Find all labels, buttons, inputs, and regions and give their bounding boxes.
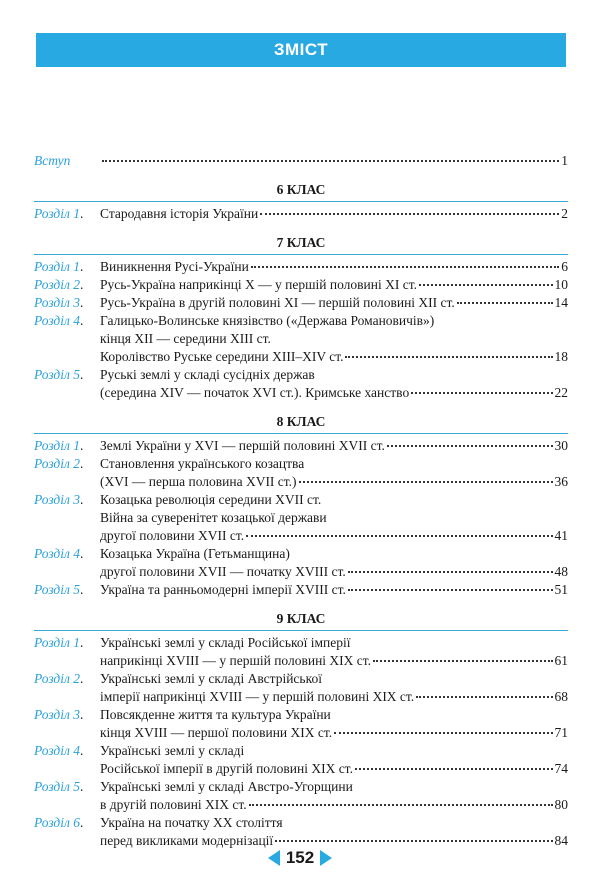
section-label: Розділ 5.	[34, 582, 84, 597]
section-label: Розділ 3.	[34, 492, 84, 507]
entry-title-line: Війна за суверенітет козацької держави	[100, 510, 327, 525]
entry-title-line: Повсякденне життя та культура України	[100, 707, 331, 722]
section-number: 1	[73, 259, 81, 274]
section-number: 1	[73, 438, 81, 453]
intro-label: Вступ	[34, 153, 71, 168]
entry-page-number: 6	[561, 259, 568, 274]
class-heading: 9 КЛАС	[34, 608, 568, 631]
toc-entry[interactable]	[34, 545, 568, 581]
leader-dots	[348, 589, 553, 591]
section-word: Розділ	[34, 456, 70, 471]
section-number: 1	[73, 206, 81, 221]
entry-title-line: Землі України у XVI — першій половині XVII ст.	[100, 438, 385, 453]
leader-dots	[411, 392, 552, 394]
toc-entry[interactable]	[34, 634, 568, 670]
entry-title-line: наприкінці XVIII — у першій половині XIX ст.	[100, 653, 372, 668]
section-label: Розділ 1.	[34, 259, 84, 274]
leader-dots	[348, 571, 553, 573]
section-number: 3	[73, 295, 81, 310]
section-label: Розділ 4.	[34, 546, 84, 561]
page-number: 152	[285, 848, 315, 867]
section-number: 3	[73, 492, 81, 507]
section-label: Розділ 1.	[34, 206, 84, 221]
header-banner	[36, 33, 566, 67]
section-word: Розділ	[34, 438, 70, 453]
section-number: 6	[73, 815, 81, 830]
leader-dots	[416, 696, 552, 698]
entry-title-line: в другій половині XIX ст.	[100, 797, 247, 812]
next-page-arrow-icon[interactable]	[320, 850, 332, 866]
toc-entry[interactable]	[34, 670, 568, 706]
entry-page-number: 61	[554, 653, 568, 668]
entry-title-line: кінця XVIII — першої половини XIX ст.	[100, 725, 333, 740]
section-label: Розділ 2.	[34, 456, 84, 471]
page-footer	[0, 846, 600, 870]
entry-page-number: 30	[554, 438, 568, 453]
table-of-contents	[34, 150, 568, 850]
toc-entry[interactable]	[34, 581, 568, 599]
toc-intro-entry[interactable]	[34, 152, 568, 170]
toc-entry[interactable]	[34, 778, 568, 814]
leader-dots	[251, 266, 559, 268]
entry-title-line: Руські землі у складі сусідніх держав	[100, 367, 315, 382]
section-number: 5	[73, 582, 81, 597]
entry-page-number: 41	[554, 528, 568, 543]
entry-title-line: Русь-Україна в другій половині XI — першій половині XII ст.	[100, 295, 455, 310]
section-label: Розділ 4.	[34, 743, 84, 758]
section-word: Розділ	[34, 277, 70, 292]
entry-page-number: 22	[554, 385, 568, 400]
section-word: Розділ	[34, 582, 70, 597]
leader-dots	[275, 840, 552, 842]
section-number: 5	[73, 367, 81, 382]
entry-title-line: (XVI — перша половина XVII ст.)	[100, 474, 297, 489]
entry-title-line: Виникнення Русі-України	[100, 259, 249, 274]
entry-title-line: Україна та ранньомодерні імперії XVIII ст.	[100, 582, 346, 597]
section-label: Розділ 1.	[34, 438, 84, 453]
section-word: Розділ	[34, 492, 70, 507]
section-label: Розділ 1.	[34, 635, 84, 650]
toc-entry[interactable]	[34, 276, 568, 294]
section-word: Розділ	[34, 743, 70, 758]
section-word: Розділ	[34, 367, 70, 382]
section-number: 4	[73, 313, 81, 328]
entry-title-line: перед викликами модернізації	[100, 833, 274, 848]
leader-dots	[249, 804, 553, 806]
entry-title-line: другої половини XVII — початку XVIII ст.	[100, 564, 346, 579]
entry-title-line: Королівство Руське середини XIII–XIV ст.	[100, 349, 344, 364]
leader-dots	[246, 535, 552, 537]
section-word: Розділ	[34, 779, 70, 794]
leader-dots	[334, 732, 552, 734]
entry-title-line: Русь-Україна наприкінці X — у першій половині XI ст.	[100, 277, 417, 292]
class-heading: 6 КЛАС	[34, 179, 568, 202]
entry-title-line: Козацька революція середини XVII ст.	[100, 492, 322, 507]
section-label: Розділ 3.	[34, 707, 84, 722]
entry-title-line: імперії наприкінці XVIII — у першій половині XIX ст.	[100, 689, 415, 704]
section-label: Розділ 4.	[34, 313, 84, 328]
entry-title-line: другої половини XVII ст.	[100, 528, 245, 543]
class-heading: 8 КЛАС	[34, 411, 568, 434]
toc-entry[interactable]	[34, 312, 568, 366]
entry-title-line: Українські землі у складі Російської імперії	[100, 635, 351, 650]
section-word: Розділ	[34, 707, 70, 722]
leader-dots	[102, 160, 559, 162]
entry-title-line: Козацька Україна (Гетьманщина)	[100, 546, 290, 561]
toc-entry[interactable]	[34, 437, 568, 455]
section-word: Розділ	[34, 295, 70, 310]
previous-page-arrow-icon[interactable]	[268, 850, 280, 866]
section-word: Розділ	[34, 259, 70, 274]
section-number: 3	[73, 707, 81, 722]
section-number: 2	[73, 671, 81, 686]
section-word: Розділ	[34, 635, 70, 650]
entry-page-number: 36	[554, 474, 568, 489]
entry-title-line: Становлення українського козацтва	[100, 456, 305, 471]
entry-page-number: 2	[561, 206, 568, 221]
section-number: 4	[73, 743, 81, 758]
toc-entry[interactable]	[34, 258, 568, 276]
class-heading: 7 КЛАС	[34, 232, 568, 255]
leader-dots	[355, 768, 553, 770]
section-number: 2	[73, 277, 81, 292]
section-word: Розділ	[34, 313, 70, 328]
leader-dots	[387, 445, 553, 447]
toc-entry[interactable]	[34, 491, 568, 545]
section-word: Розділ	[34, 815, 70, 830]
leader-dots	[373, 660, 552, 662]
entry-page-number: 18	[554, 349, 568, 364]
toc-entry[interactable]	[34, 294, 568, 312]
page-title: ЗМІСТ	[273, 40, 329, 59]
section-number: 1	[73, 635, 81, 650]
toc-entry[interactable]	[34, 706, 568, 742]
section-label: Розділ 5.	[34, 779, 84, 794]
section-word: Розділ	[34, 671, 70, 686]
entry-page-number: 10	[554, 277, 568, 292]
section-word: Розділ	[34, 546, 70, 561]
section-number: 4	[73, 546, 81, 561]
entry-title-line: (середина XIV — початок XVI ст.). Кримське ханство	[100, 385, 410, 400]
leader-dots	[419, 284, 553, 286]
entry-page-number: 68	[554, 689, 568, 704]
entry-page-number: 71	[554, 725, 568, 740]
toc-entry[interactable]	[34, 366, 568, 402]
section-label: Розділ 2.	[34, 277, 84, 292]
entry-page-number: 84	[554, 833, 568, 848]
entry-title-line: кінця XII — середини XIII ст.	[100, 331, 271, 346]
section-number: 5	[73, 779, 81, 794]
entry-title-line: Галицько-Волинське князівство («Держава Романовичів»)	[100, 313, 435, 328]
section-number: 2	[73, 456, 81, 471]
intro-page: 1	[561, 153, 568, 168]
leader-dots	[299, 481, 553, 483]
entry-title-line: Українські землі у складі Австро-Угорщини	[100, 779, 353, 794]
leader-dots	[457, 302, 553, 304]
entry-title-line: Стародавня історія України	[100, 206, 259, 221]
entry-page-number: 74	[554, 761, 568, 776]
leader-dots	[260, 213, 559, 215]
entry-title-line: Україна на початку XX століття	[100, 815, 283, 830]
leader-dots	[345, 356, 552, 358]
entry-page-number: 48	[554, 564, 568, 579]
toc-entry[interactable]	[34, 742, 568, 778]
entry-title-line: Українські землі у складі	[100, 743, 245, 758]
entry-title-line: Російської імперії в другій половині XIX ст.	[100, 761, 353, 776]
entry-page-number: 14	[554, 295, 568, 310]
toc-entry[interactable]	[34, 205, 568, 223]
entry-page-number: 80	[554, 797, 568, 812]
toc-entry[interactable]	[34, 814, 568, 850]
section-label: Розділ 2.	[34, 671, 84, 686]
toc-entry[interactable]	[34, 455, 568, 491]
section-word: Розділ	[34, 206, 70, 221]
section-label: Розділ 3.	[34, 295, 84, 310]
entry-page-number: 51	[554, 582, 568, 597]
section-label: Розділ 5.	[34, 367, 84, 382]
entry-title-line: Українські землі у складі Австрійської	[100, 671, 322, 686]
section-label: Розділ 6.	[34, 815, 84, 830]
